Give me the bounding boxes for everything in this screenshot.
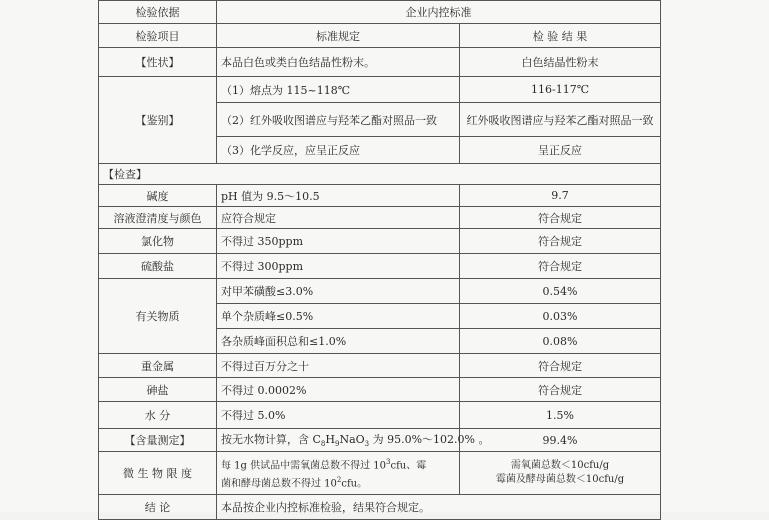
- std-header: 标准规定: [217, 24, 460, 48]
- xingzhuang-result: 白色结晶性粉末: [460, 48, 661, 77]
- micro-std-1a: 每 1g 供试品中需氧菌总数不得过 10: [221, 460, 387, 471]
- row-jiancha: [99, 164, 661, 185]
- micro-std-2a: 菌和酵母菌总数不得过 10: [221, 478, 337, 490]
- conclusion-text: 本品按企业内控标准检验，结果符合规定。: [217, 495, 661, 520]
- jianbie-std-2: （2）红外吸收图谱应与羟苯乙酯对照品一致: [217, 103, 460, 137]
- jianbie-label: 【鉴别】: [99, 77, 217, 164]
- micro-std-line-2: [221, 473, 455, 491]
- jianbie-result-2: 红外吸收图谱应与羟苯乙酯对照品一致: [460, 103, 661, 137]
- check-item: 溶液澄清度与颜色: [99, 207, 217, 229]
- check-row: [99, 207, 661, 229]
- xingzhuang-std: 本品白色或类白色结晶性粉末。: [217, 48, 460, 77]
- check-std: 应符合规定: [217, 207, 460, 229]
- micro-std-line-1: [221, 455, 455, 473]
- xingzhuang-label: 【性状】: [99, 48, 217, 77]
- row-items-header: [99, 24, 661, 48]
- check-row: [99, 229, 661, 254]
- row-basis: [99, 1, 661, 24]
- check-item: 水 分: [99, 402, 217, 429]
- micro-std: [217, 452, 460, 495]
- check-row: [99, 378, 661, 402]
- check-result: 符合规定: [460, 207, 661, 229]
- micro-result-2: 霉菌及酵母菌总数＜10cfu/g: [495, 474, 625, 485]
- check-result: 符合规定: [460, 378, 661, 402]
- assay-item: 【含量测定】: [99, 429, 217, 452]
- micro-item: 微 生 物 限 度: [99, 452, 217, 495]
- check-item: 砷盐: [99, 378, 217, 402]
- related-item: 有关物质: [99, 279, 217, 354]
- check-result: 符合规定: [460, 254, 661, 279]
- jianbie-result-1: 116-117℃: [460, 77, 661, 103]
- related-result: 0.03%: [460, 304, 661, 329]
- related-std: 各杂质峰面积总和≤1.0%: [217, 329, 460, 354]
- related-std: 对甲苯磺酸≤3.0%: [217, 279, 460, 304]
- basis-label: 检验依据: [99, 1, 217, 24]
- row-xingzhuang: [99, 48, 661, 77]
- micro-std-2b: cfu。: [341, 478, 368, 490]
- micro-sup-2: 2: [336, 476, 342, 484]
- assay-std: [217, 429, 490, 452]
- jianbie-std-3: （3）化学反应，应呈正反应: [217, 137, 460, 164]
- check-row: [99, 354, 661, 378]
- assay-std-a: 按无水物计算，含 C: [221, 433, 321, 447]
- result-header: 检 验 结 果: [460, 24, 661, 48]
- check-row: [99, 254, 661, 279]
- check-item: 重金属: [99, 354, 217, 378]
- items-label: 检验项目: [99, 24, 217, 48]
- check-std: 不得过 300ppm: [217, 254, 460, 279]
- check-std: 不得过 5.0%: [217, 402, 460, 429]
- related-std: 单个杂质峰≤0.5%: [217, 304, 460, 329]
- assay-result: 99.4%: [460, 429, 661, 452]
- check-result: 1.5%: [460, 402, 661, 429]
- check-item: 硫酸盐: [99, 254, 217, 279]
- row-jianbie-1: [99, 77, 661, 103]
- jiancha-label: 【检查】: [99, 164, 661, 185]
- jianbie-std-1: （1）熔点为 115~118℃: [217, 77, 460, 103]
- check-std: pH 值为 9.5～10.5: [217, 185, 460, 207]
- micro-row: [99, 452, 661, 495]
- assay-row: [99, 429, 661, 452]
- check-item: 氯化物: [99, 229, 217, 254]
- conclusion-row: [99, 495, 661, 520]
- assay-mid-2: NaO: [339, 433, 365, 447]
- assay-mid-1: H: [325, 433, 335, 447]
- check-result: 符合规定: [460, 354, 661, 378]
- inspection-table: [98, 0, 661, 520]
- check-row: [99, 402, 661, 429]
- assay-sub-2: 9: [334, 440, 340, 449]
- related-result: 0.08%: [460, 329, 661, 354]
- check-row: [99, 185, 661, 207]
- related-result: 0.54%: [460, 279, 661, 304]
- micro-sup-1: 3: [386, 457, 391, 466]
- check-result: 符合规定: [460, 229, 661, 254]
- assay-sub-3: 3: [364, 440, 370, 449]
- micro-result: [460, 452, 661, 495]
- jianbie-result-3: 呈正反应: [460, 137, 661, 164]
- check-std: 不得过 0.0002%: [217, 378, 460, 402]
- check-result: 9.7: [460, 185, 661, 207]
- conclusion-item: 结 论: [99, 495, 217, 520]
- check-std: 不得过百万分之十: [217, 354, 460, 378]
- basis-value: 企业内控标准: [217, 1, 661, 24]
- check-std: 不得过 350ppm: [217, 229, 460, 254]
- related-row: [99, 279, 661, 304]
- assay-std-b: 为 95.0%～102.0% 。: [369, 433, 490, 447]
- micro-result-1: 需氧菌总数＜10cfu/g: [510, 460, 610, 471]
- assay-sub-1: 8: [320, 440, 326, 449]
- check-item: 碱度: [99, 185, 217, 207]
- micro-std-1b: cfu、霉: [390, 460, 427, 471]
